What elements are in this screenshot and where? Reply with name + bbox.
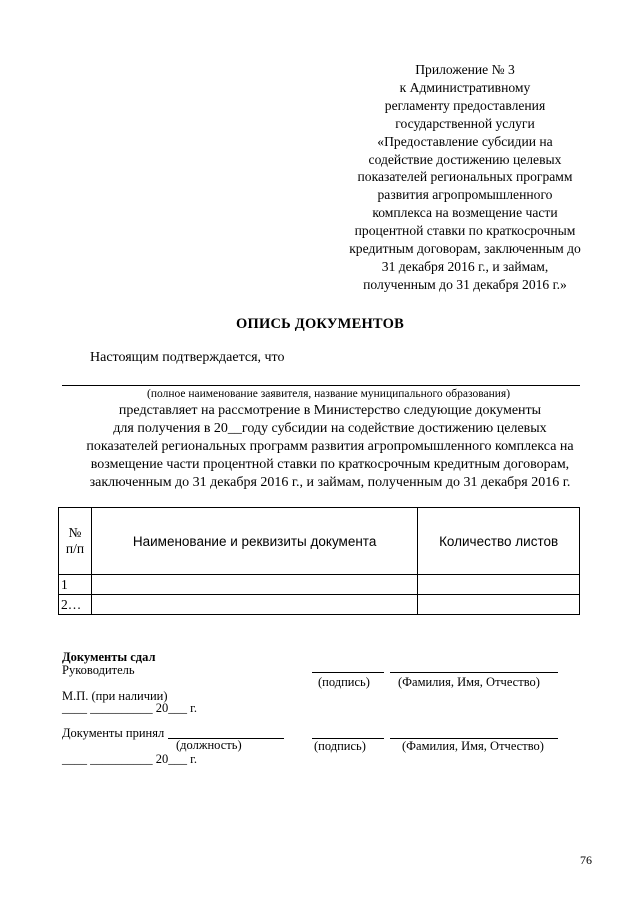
stamp-label: М.П. (при наличии): [62, 689, 168, 703]
acceptance-date[interactable]: ____ __________ 20___ г.: [62, 752, 197, 766]
head-signature-line[interactable]: [312, 672, 384, 673]
confirm-text: Настоящим подтверждается, что: [90, 350, 285, 365]
handover-date[interactable]: ____ __________ 20___ г.: [62, 701, 197, 715]
appendix-line: процентной ставки по краткосрочным: [354, 223, 576, 239]
head-signature-hint: (подпись): [318, 675, 370, 689]
paragraph-line: показателей региональных программ развития агропромышленного комплекса на: [86, 439, 574, 454]
applicant-name-line[interactable]: [62, 385, 580, 386]
header-sheet-count: Количество листов: [418, 508, 580, 575]
row-number: 2…: [59, 595, 92, 615]
appendix-line: полученным до 31 декабря 2016 г.»: [363, 276, 567, 292]
appendix-line: содействие достижению целевых: [368, 151, 562, 167]
appendix-line: комплекса на возмещение части: [372, 205, 558, 221]
table-row: [59, 595, 580, 615]
applicant-hint: (полное наименование заявителя, название муниципального образования): [147, 388, 511, 400]
head-fio-line[interactable]: [390, 672, 558, 673]
appendix-line: регламенту предоставления: [384, 97, 546, 113]
acceptance-label: Документы принял: [62, 726, 165, 740]
header-number: [59, 508, 92, 575]
documents-table: [58, 507, 580, 615]
acceptance-position-hint: (должность): [176, 738, 242, 752]
table-header-row: [59, 508, 580, 575]
appendix-line: развития агропромышленного: [377, 187, 553, 203]
appendix-header: [320, 61, 610, 294]
table-row: [59, 575, 580, 595]
paragraph-line: представляет на рассмотрение в Министерство следующие документы: [118, 403, 542, 418]
paragraph-line: для получения в 20__году субсидии на содействие достижению целевых: [113, 421, 547, 436]
appendix-line: «Предоставление субсидии на: [377, 133, 553, 149]
appendix-line: 31 декабря 2016 г., и займам,: [381, 258, 549, 274]
row-document-name[interactable]: [91, 595, 417, 615]
head-label: Руководитель: [62, 663, 135, 677]
header-number-line1: №: [68, 525, 82, 540]
acceptance-fio-hint: (Фамилия, Имя, Отчество): [402, 739, 544, 753]
appendix-line: к Административному: [399, 79, 531, 95]
appendix-line: государственной услуги: [395, 115, 535, 131]
header-document-name: Наименование и реквизиты документа: [91, 508, 417, 575]
body-paragraph: [45, 402, 615, 492]
paragraph-line: заключенным до 31 декабря 2016 г., и займам, полученным до 31 декабря 2016 г.: [89, 475, 571, 490]
paragraph-line: возмещение части процентной ставки по краткосрочным кредитным договорам,: [90, 457, 570, 472]
row-number: 1: [59, 575, 92, 595]
handover-title: Документы сдал: [62, 650, 156, 664]
page-number: 76: [580, 853, 592, 867]
appendix-line: кредитным договорам, заключенным до: [349, 241, 581, 257]
acceptance-signature-hint: (подпись): [314, 739, 366, 753]
document-title: ОПИСЬ ДОКУМЕНТОВ: [236, 316, 404, 332]
row-sheet-count[interactable]: [418, 595, 580, 615]
row-document-name[interactable]: [91, 575, 417, 595]
row-sheet-count[interactable]: [418, 575, 580, 595]
appendix-line: показателей региональных программ: [357, 169, 573, 185]
appendix-line: Приложение № 3: [415, 62, 515, 77]
head-fio-hint: (Фамилия, Имя, Отчество): [398, 675, 540, 689]
header-number-line2: п/п: [65, 541, 85, 556]
